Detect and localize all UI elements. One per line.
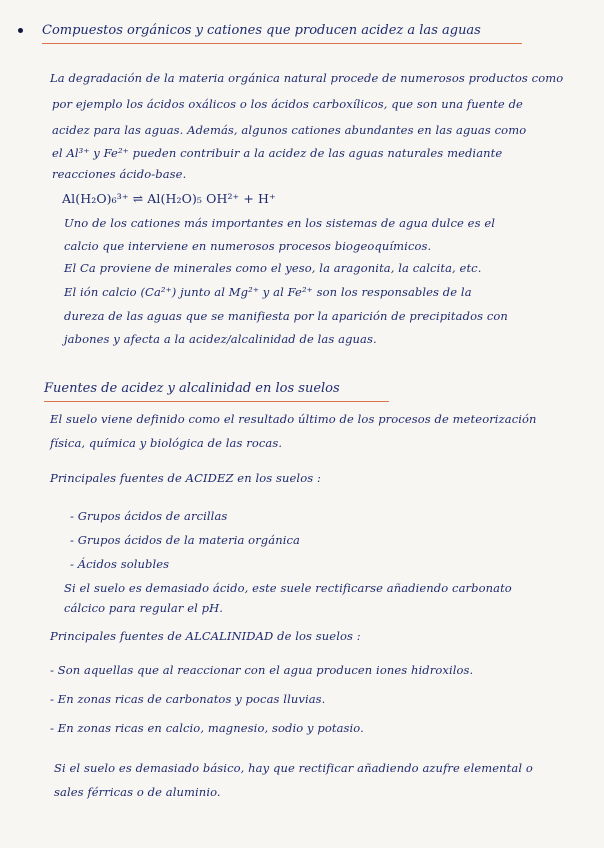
intro-line-3: acidez para las aguas. Además, algunos cationes abundantes en las aguas como: [52, 123, 527, 137]
basic-fix-line-1: Si el suelo es demasiado básico, hay que rectificar añadiendo azufre elemental o: [54, 761, 533, 775]
calcium-line-3: El Ca proviene de minerales como el yeso, la aragonita, la calcita, etc.: [64, 261, 482, 275]
reaction-formula: Al(H₂O)₆³⁺ ⇌ Al(H₂O)₅ OH²⁺ + H⁺: [62, 191, 276, 206]
calcium-line-2: calcio que interviene en numerosos procesos biogeoquímicos.: [64, 239, 432, 253]
soil-line-2: física, química y biológica de las rocas.: [50, 436, 283, 450]
acidity-heading: Principales fuentes de ACIDEZ en los suelos :: [50, 471, 321, 485]
acidity-item-3: - Ácidos solubles: [70, 557, 170, 571]
acid-fix-line-1: Si el suelo es demasiado ácido, este suele rectificarse añadiendo carbonato: [64, 581, 512, 595]
alkalinity-heading: Principales fuentes de ALCALINIDAD de los suelos :: [50, 629, 361, 643]
basic-fix-line-2: sales férricas o de aluminio.: [54, 785, 221, 799]
intro-line-4: el Al³⁺ y Fe²⁺ pueden contribuir a la acidez de las aguas naturales mediante: [52, 146, 503, 160]
acidity-item-1: - Grupos ácidos de arcillas: [70, 509, 228, 523]
intro-line-5: reacciones ácido-base.: [52, 167, 187, 181]
bullet-point: [18, 28, 23, 33]
intro-line-2: por ejemplo los ácidos oxálicos o los ácidos carboxílicos, que son una fuente de: [52, 97, 523, 111]
calcium-line-4: El ión calcio (Ca²⁺) junto al Mg²⁺ y al Fe²⁺ son los responsables de la: [64, 285, 472, 299]
intro-line-1: La degradación de la materia orgánica natural procede de numerosos productos como: [50, 71, 564, 85]
alkalinity-item-1: - Son aquellas que al reaccionar con el agua producen iones hidroxilos.: [50, 663, 474, 677]
section-title-soils: Fuentes de acidez y alcalinidad en los suelos: [44, 380, 389, 402]
soil-line-1: El suelo viene definido como el resultado último de los procesos de meteorización: [50, 412, 537, 426]
calcium-line-1: Uno de los cationes más importantes en los sistemas de agua dulce es el: [64, 216, 496, 230]
page-title: Compuestos orgánicos y cationes que producen acidez a las aguas: [42, 22, 522, 44]
alkalinity-item-2: - En zonas ricas de carbonatos y pocas lluvias.: [50, 692, 326, 706]
acidity-item-2: - Grupos ácidos de la materia orgánica: [70, 533, 300, 547]
alkalinity-item-3: - En zonas ricas en calcio, magnesio, sodio y potasio.: [50, 721, 364, 735]
calcium-line-5: dureza de las aguas que se manifiesta por la aparición de precipitados con: [64, 309, 508, 323]
acid-fix-line-2: cálcico para regular el pH.: [64, 601, 223, 615]
calcium-line-6: jabones y afecta a la acidez/alcalinidad de las aguas.: [64, 332, 377, 346]
